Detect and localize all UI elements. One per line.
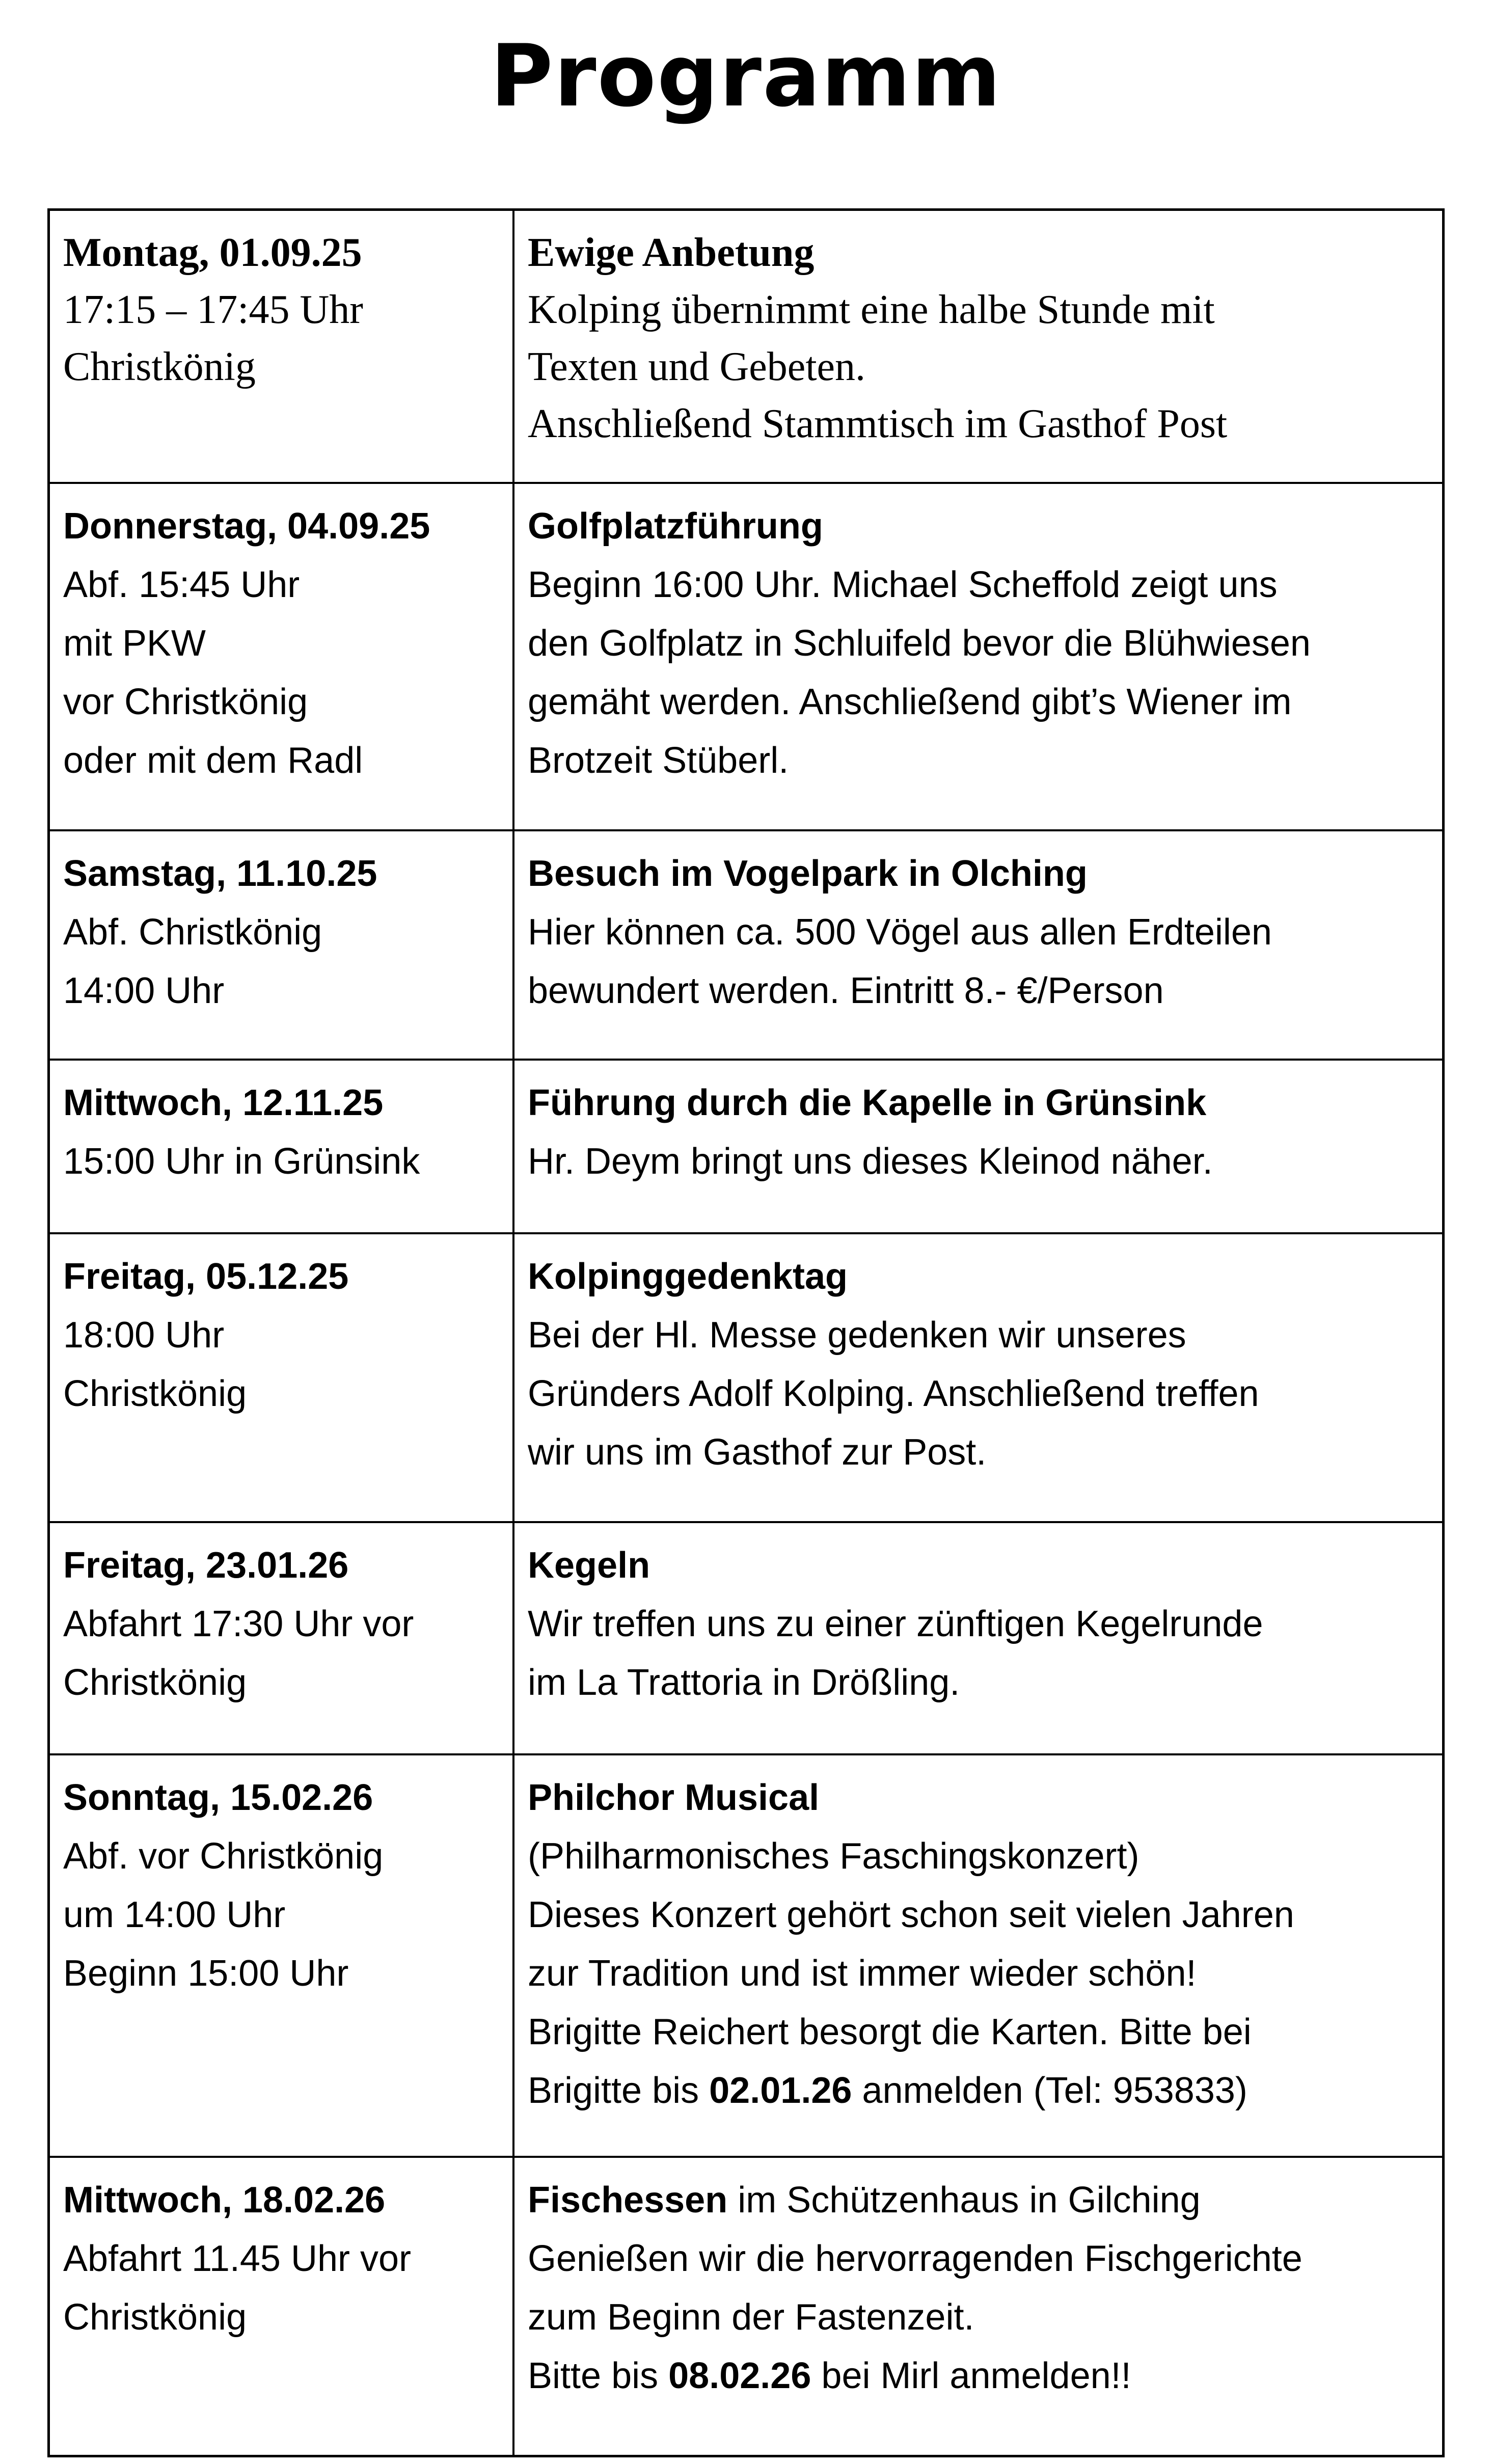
text-line bbox=[63, 1132, 502, 1191]
text-segment: Christkönig bbox=[63, 1662, 247, 1703]
text-line bbox=[63, 1074, 502, 1132]
text-segment: Besuch im Vogelpark in Olching bbox=[528, 853, 1088, 894]
text-segment: oder mit dem Radl bbox=[63, 740, 363, 781]
text-line bbox=[528, 1886, 1432, 1944]
text-segment: Gründers Adolf Kolping. Anschließend treffen bbox=[528, 1373, 1259, 1414]
text-segment: Führung durch die Kapelle in Grünsink bbox=[528, 1082, 1207, 1123]
text-line bbox=[528, 1248, 1432, 1306]
description-cell bbox=[514, 211, 1442, 482]
text-line bbox=[528, 962, 1432, 1020]
text-segment: Kegeln bbox=[528, 1545, 650, 1586]
text-segment: Bitte bis bbox=[528, 2355, 669, 2396]
text-segment: Christkönig bbox=[63, 1373, 247, 1414]
text-segment: mit PKW bbox=[63, 623, 206, 664]
text-line bbox=[528, 1654, 1432, 1712]
text-segment: 08.02.26 bbox=[668, 2355, 811, 2396]
text-segment: Texten und Gebeten. bbox=[528, 344, 866, 389]
table-row bbox=[50, 1755, 1442, 2158]
text-segment: gemäht werden. Anschließend gibt’s Wiener im bbox=[528, 682, 1292, 722]
text-line bbox=[63, 224, 502, 281]
text-line bbox=[63, 1536, 502, 1595]
text-segment: Beginn 16:00 Uhr. Michael Scheffold zeigt uns bbox=[528, 564, 1278, 605]
date-cell bbox=[50, 1755, 514, 2156]
text-segment: zur Tradition und ist immer wieder schön! bbox=[528, 1953, 1197, 1994]
text-line bbox=[63, 1944, 502, 2003]
text-segment: um 14:00 Uhr bbox=[63, 1894, 286, 1935]
text-segment: Mittwoch, 18.02.26 bbox=[63, 2180, 386, 2221]
text-segment: Hr. Deym bringt uns dieses Kleinod näher. bbox=[528, 1141, 1213, 1182]
text-line bbox=[63, 338, 502, 395]
text-segment: im Schützenhaus in Gilching bbox=[727, 2180, 1201, 2221]
description-cell bbox=[514, 831, 1442, 1059]
text-segment: Sonntag, 15.02.26 bbox=[63, 1777, 373, 1818]
text-line bbox=[63, 2171, 502, 2230]
text-segment: Ewige Anbetung bbox=[528, 230, 815, 275]
text-segment: bei Mirl anmelden!! bbox=[811, 2355, 1131, 2396]
date-cell bbox=[50, 484, 514, 829]
table-row bbox=[50, 211, 1442, 484]
text-segment: Abfahrt 17:30 Uhr vor bbox=[63, 1604, 414, 1644]
text-line bbox=[528, 1595, 1432, 1654]
text-line bbox=[528, 1536, 1432, 1595]
text-segment: Bei der Hl. Messe gedenken wir unseres bbox=[528, 1315, 1186, 1356]
date-cell bbox=[50, 831, 514, 1059]
text-segment: Montag, 01.09.25 bbox=[63, 230, 362, 275]
table-row bbox=[50, 484, 1442, 831]
text-line bbox=[528, 1423, 1432, 1482]
text-line bbox=[528, 1306, 1432, 1365]
text-line bbox=[528, 1132, 1432, 1191]
text-line bbox=[528, 2288, 1432, 2347]
text-line bbox=[528, 732, 1432, 790]
text-line bbox=[63, 845, 502, 903]
text-segment: Brotzeit Stüberl. bbox=[528, 740, 789, 781]
text-line bbox=[63, 497, 502, 556]
text-segment: Anschließend Stammtisch im Gasthof Post bbox=[528, 401, 1228, 446]
text-segment: Dieses Konzert gehört schon seit vielen Jahren bbox=[528, 1894, 1294, 1935]
text-line bbox=[528, 903, 1432, 962]
text-segment: Mittwoch, 12.11.25 bbox=[63, 1082, 384, 1123]
table-row bbox=[50, 1234, 1442, 1523]
text-segment: 18:00 Uhr bbox=[63, 1315, 225, 1356]
text-segment: Abf. Christkönig bbox=[63, 912, 322, 953]
date-cell bbox=[50, 1523, 514, 1753]
text-segment: 15:00 Uhr in Grünsink bbox=[63, 1141, 420, 1182]
text-line bbox=[63, 281, 502, 338]
date-cell bbox=[50, 1061, 514, 1232]
text-segment: bewundert werden. Eintritt 8.- €/Person bbox=[528, 970, 1164, 1011]
date-cell bbox=[50, 1234, 514, 1521]
table-row bbox=[50, 831, 1442, 1061]
text-line bbox=[528, 338, 1432, 395]
text-segment: Fischessen bbox=[528, 2180, 728, 2221]
text-line bbox=[63, 2230, 502, 2288]
table-row bbox=[50, 1061, 1442, 1234]
text-segment: im La Trattoria in Drößling. bbox=[528, 1662, 960, 1703]
text-line bbox=[63, 903, 502, 962]
text-segment: Samstag, 11.10.25 bbox=[63, 853, 377, 894]
text-segment: Kolping übernimmt eine halbe Stunde mit bbox=[528, 287, 1215, 332]
text-segment: wir uns im Gasthof zur Post. bbox=[528, 1432, 987, 1473]
text-segment: Freitag, 23.01.26 bbox=[63, 1545, 349, 1586]
text-segment: Freitag, 05.12.25 bbox=[63, 1256, 349, 1297]
page-title: Programm bbox=[490, 26, 1002, 126]
text-line bbox=[63, 1886, 502, 1944]
text-segment: Philchor Musical bbox=[528, 1777, 820, 1818]
text-line bbox=[63, 1769, 502, 1827]
text-line bbox=[528, 614, 1432, 673]
text-line bbox=[63, 732, 502, 790]
text-segment: zum Beginn der Fastenzeit. bbox=[528, 2297, 974, 2338]
text-segment: Abfahrt 11.45 Uhr vor bbox=[63, 2238, 412, 2279]
text-line bbox=[63, 673, 502, 732]
text-segment: Brigitte bis bbox=[528, 2070, 710, 2111]
text-line bbox=[528, 1944, 1432, 2003]
text-line bbox=[528, 1769, 1432, 1827]
text-segment: Golfplatzführung bbox=[528, 506, 823, 547]
text-line bbox=[528, 224, 1432, 281]
description-cell bbox=[514, 1234, 1442, 1521]
text-segment: Wir treffen uns zu einer zünftigen Kegelrunde bbox=[528, 1604, 1263, 1644]
text-segment: Christkönig bbox=[63, 2297, 247, 2338]
description-cell bbox=[514, 1755, 1442, 2156]
description-cell bbox=[514, 2158, 1442, 2455]
text-segment: anmelden (Tel: 953833) bbox=[852, 2070, 1247, 2111]
table-row bbox=[50, 2158, 1442, 2455]
description-cell bbox=[514, 1061, 1442, 1232]
table-row bbox=[50, 1523, 1442, 1755]
text-segment: Genießen wir die hervorragenden Fischgerichte bbox=[528, 2238, 1303, 2279]
text-line bbox=[528, 845, 1432, 903]
text-line bbox=[528, 2003, 1432, 2062]
text-line bbox=[63, 1827, 502, 1886]
text-line bbox=[528, 395, 1432, 452]
text-line bbox=[528, 2230, 1432, 2288]
text-segment: vor Christkönig bbox=[63, 682, 308, 722]
text-line bbox=[528, 1365, 1432, 1423]
text-segment: 14:00 Uhr bbox=[63, 970, 225, 1011]
text-segment: (Philharmonisches Faschingskonzert) bbox=[528, 1836, 1140, 1877]
text-line bbox=[528, 1074, 1432, 1132]
text-segment: Christkönig bbox=[63, 344, 256, 389]
text-line bbox=[63, 614, 502, 673]
text-line bbox=[63, 962, 502, 1020]
text-line bbox=[63, 1365, 502, 1423]
description-cell bbox=[514, 484, 1442, 829]
text-segment: Kolpinggedenktag bbox=[528, 1256, 848, 1297]
text-segment: Beginn 15:00 Uhr bbox=[63, 1953, 349, 1994]
text-segment: Brigitte Reichert besorgt die Karten. Bitte bei bbox=[528, 2012, 1252, 2052]
text-segment: Donnerstag, 04.09.25 bbox=[63, 506, 430, 547]
date-cell bbox=[50, 2158, 514, 2455]
text-line bbox=[63, 1306, 502, 1365]
text-line bbox=[528, 673, 1432, 732]
description-cell bbox=[514, 1523, 1442, 1753]
text-segment: 02.01.26 bbox=[709, 2070, 852, 2111]
date-cell bbox=[50, 211, 514, 482]
text-line bbox=[528, 2062, 1432, 2120]
text-line bbox=[63, 1654, 502, 1712]
text-line bbox=[528, 497, 1432, 556]
program-table bbox=[47, 208, 1445, 2457]
text-line bbox=[63, 556, 502, 614]
text-line bbox=[528, 2347, 1432, 2405]
text-segment: 17:15 – 17:45 Uhr bbox=[63, 287, 363, 332]
text-line bbox=[63, 1248, 502, 1306]
text-segment: Abf. vor Christkönig bbox=[63, 1836, 384, 1877]
text-line bbox=[528, 2171, 1432, 2230]
text-segment: den Golfplatz in Schluifeld bevor die Blühwiesen bbox=[528, 623, 1311, 664]
text-line bbox=[528, 281, 1432, 338]
text-line bbox=[528, 556, 1432, 614]
text-segment: Hier können ca. 500 Vögel aus allen Erdteilen bbox=[528, 912, 1272, 953]
text-segment: Abf. 15:45 Uhr bbox=[63, 564, 300, 605]
text-line bbox=[528, 1827, 1432, 1886]
text-line bbox=[63, 1595, 502, 1654]
text-line bbox=[63, 2288, 502, 2347]
